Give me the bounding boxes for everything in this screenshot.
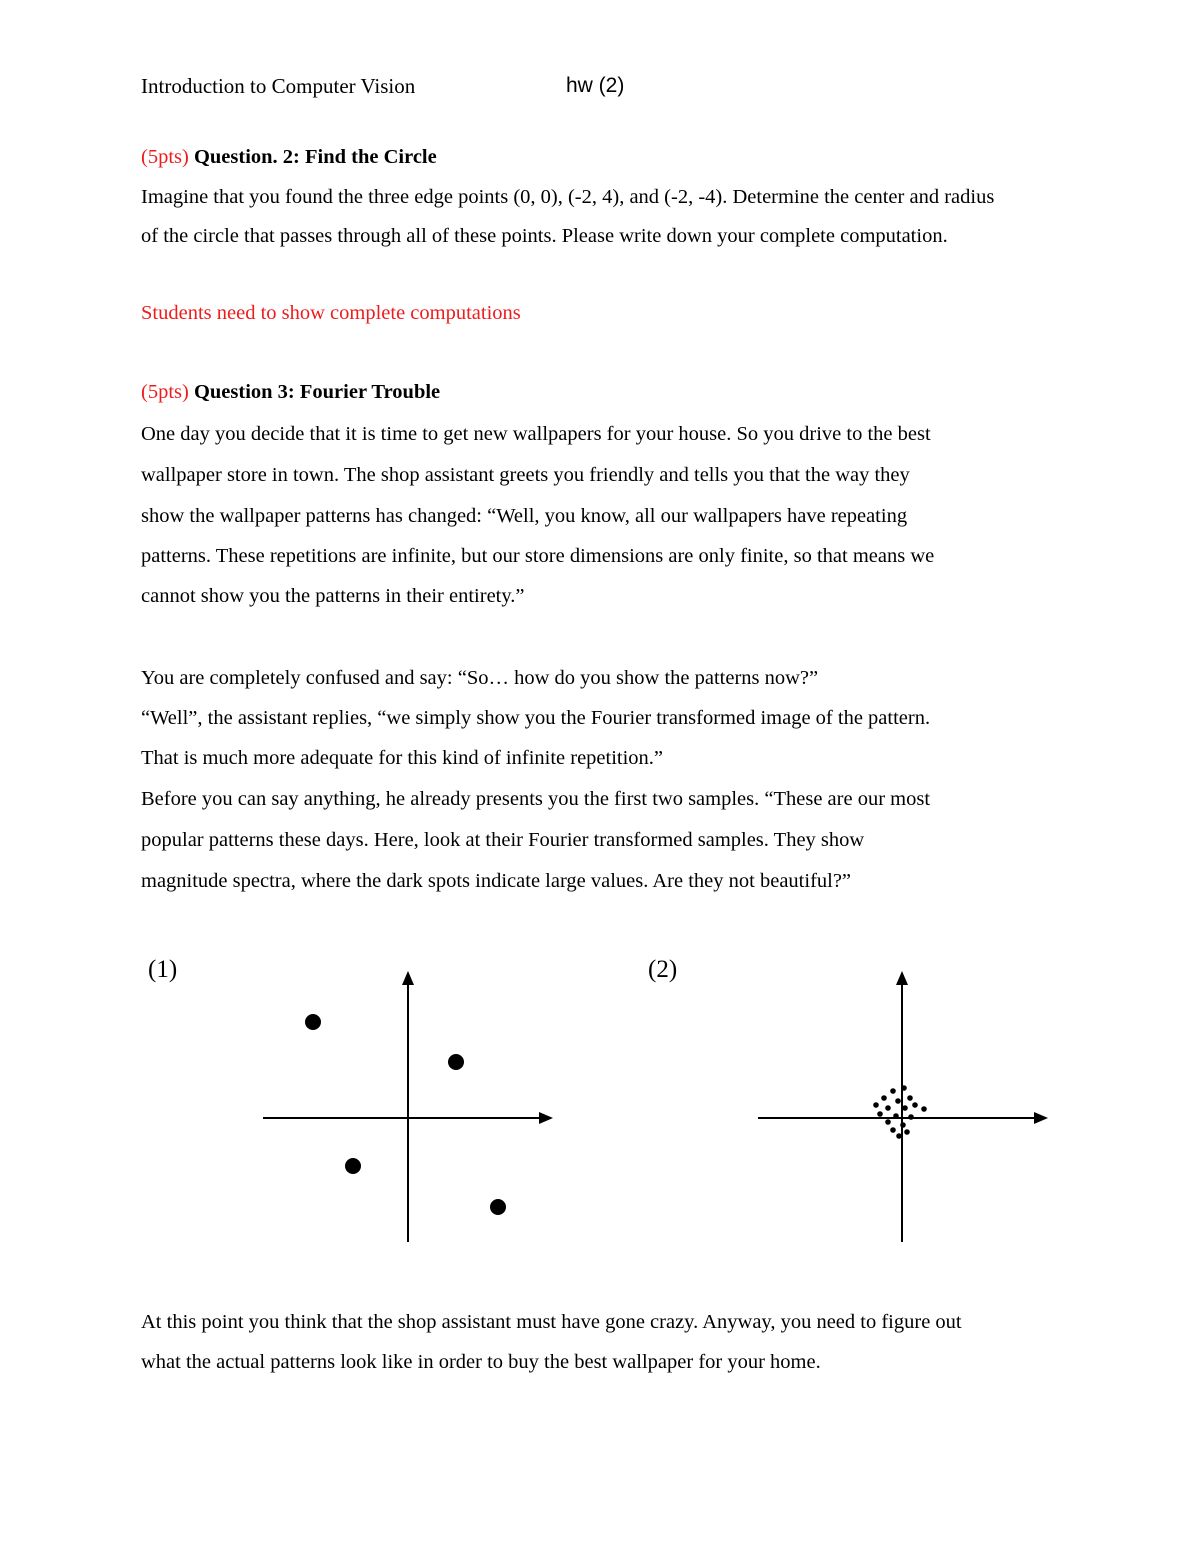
q2-heading [141, 145, 437, 169]
q3-paragraph-line: One day you decide that it is time to get new wallpapers for your house. So you drive to the best [141, 423, 931, 445]
course-title: Introduction to Computer Vision [141, 74, 416, 98]
page-header [141, 74, 1081, 104]
spectrum-dot [893, 1113, 899, 1119]
q3-paragraph-line: “Well”, the assistant replies, “we simply show you the Fourier transformed image of the pattern. [141, 707, 931, 729]
figure-1-label: (1) [148, 956, 178, 983]
q2-title: Question. 2: Find the Circle [193, 146, 437, 168]
q2-body-line: Imagine that you found the three edge points (0, 0), (-2, 4), and (-2, -4). Determine the center and radius [141, 186, 995, 208]
spectrum-peak [305, 1014, 321, 1030]
q3-points: (5pts) [141, 381, 189, 403]
spectrum-dot [877, 1111, 883, 1117]
q3-paragraph-line: cannot show you the patterns in their entirety.” [141, 585, 525, 607]
spectrum-dot [895, 1098, 901, 1104]
q3-paragraph-line: what the actual patterns look like in order to buy the best wallpaper for your home. [141, 1351, 821, 1373]
q2-body-line: of the circle that passes through all of these points. Please write down your complete computation. [141, 225, 948, 247]
spectrum-dot [890, 1127, 896, 1133]
spectrum-dot [901, 1085, 907, 1091]
spectrum-dot [896, 1133, 902, 1139]
dot-cluster [873, 1085, 927, 1139]
figure-2-spectrum [750, 965, 1055, 1250]
q3-paragraph-line: wallpaper store in town. The shop assistant greets you friendly and tells you that the way they [141, 464, 910, 486]
q3-heading [141, 380, 440, 404]
q2-grading-note: Students need to show complete computations [141, 302, 521, 324]
q3-paragraph-line: That is much more adequate for this kind of infinite repetition.” [141, 747, 664, 769]
q3-paragraph-line: Before you can say anything, he already presents you the first two samples. “These are our most [141, 788, 931, 810]
q3-title: Question 3: Fourier Trouble [193, 381, 441, 403]
spectrum-dot [904, 1129, 910, 1135]
spectrum-dot [873, 1102, 879, 1108]
spectrum-dot [912, 1102, 918, 1108]
q3-paragraph-line: magnitude spectra, where the dark spots indicate large values. Are they not beautiful?” [141, 870, 852, 892]
q3-paragraph-line: popular patterns these days. Here, look at their Fourier transformed samples. They show [141, 829, 865, 851]
spectrum-dot [900, 1122, 906, 1128]
q2-points: (5pts) [141, 146, 189, 168]
spectrum-dot [921, 1106, 927, 1112]
figure-2-label: (2) [648, 956, 678, 983]
figure-1-spectrum [255, 965, 560, 1250]
spectrum-dot [885, 1105, 891, 1111]
spectrum-peak [490, 1199, 506, 1215]
spectrum-dot [908, 1114, 914, 1120]
q3-paragraph-line: show the wallpaper patterns has changed: “Well, you know, all our wallpapers have repeating [141, 505, 908, 527]
q3-paragraph-line: patterns. These repetitions are infinite, but our store dimensions are only finite, so that means we [141, 545, 935, 567]
spectrum-dot [885, 1119, 891, 1125]
spectrum-dot [890, 1088, 896, 1094]
spectrum-dot [907, 1095, 913, 1101]
q3-paragraph-line: At this point you think that the shop assistant must have gone crazy. Anyway, you need to figure out [141, 1311, 962, 1333]
spectrum-dot [881, 1095, 887, 1101]
spectrum-peak [345, 1158, 361, 1174]
homework-label: hw (2) [566, 74, 625, 97]
spectrum-dot [902, 1105, 908, 1111]
q3-paragraph-line: You are completely confused and say: “So… how do you show the patterns now?” [141, 667, 819, 689]
spectrum-peak [448, 1054, 464, 1070]
